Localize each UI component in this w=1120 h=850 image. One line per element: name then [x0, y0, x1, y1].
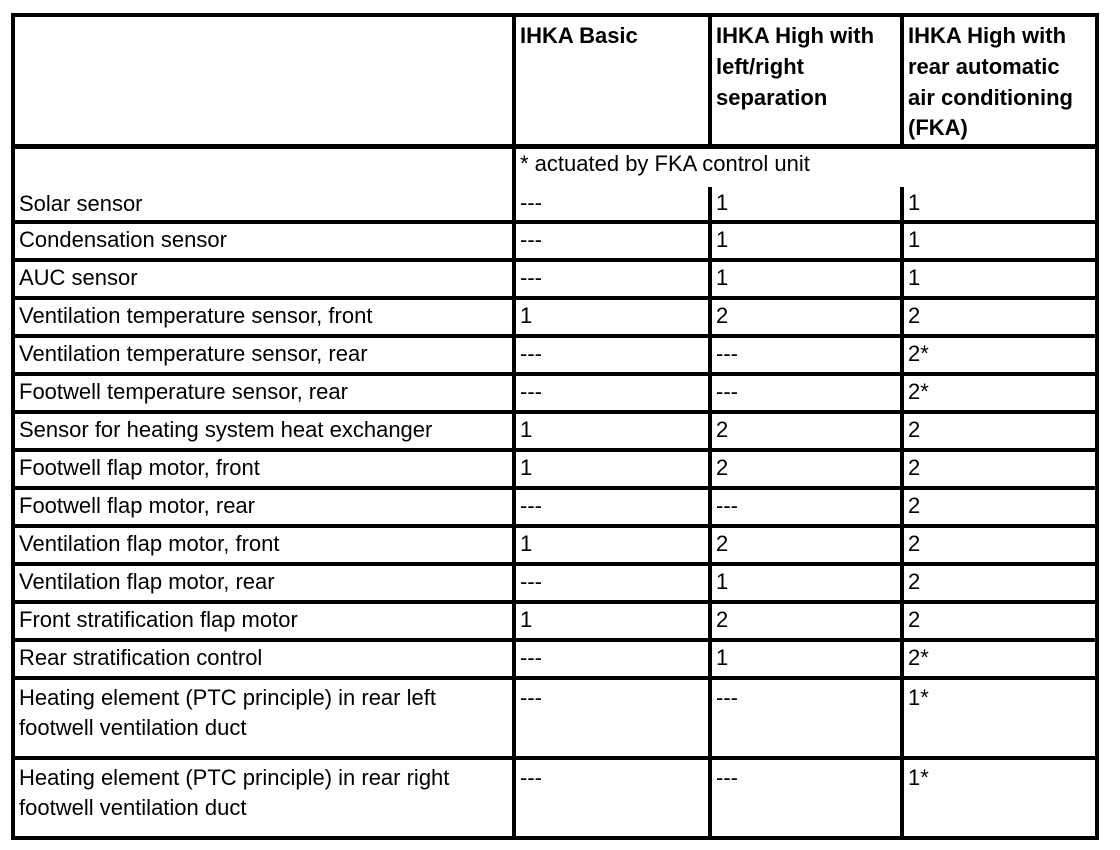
table-row [13, 450, 1097, 488]
cell-value: 2 [710, 412, 902, 450]
cell-value: --- [514, 222, 710, 260]
cell-value: 2 [902, 564, 1097, 602]
row-label: Sensor for heating system heat exchanger [13, 412, 514, 450]
row-label: Footwell flap motor, rear [13, 488, 514, 526]
cell-value: 1 [710, 222, 902, 260]
cell-value: 1 [710, 187, 902, 222]
cell-value: --- [514, 374, 710, 412]
footnote-text: * actuated by FKA control unit [514, 147, 1097, 187]
table-row [13, 640, 1097, 678]
cell-value: 1 [514, 450, 710, 488]
cell-value: 1 [514, 298, 710, 336]
cell-value: --- [710, 336, 902, 374]
column-header-ihka-high-lr: IHKA High with left/right separation [710, 15, 902, 147]
cell-value: --- [710, 678, 902, 758]
table-row [13, 412, 1097, 450]
column-header-ihka-basic: IHKA Basic [514, 15, 710, 147]
cell-value: 1 [902, 260, 1097, 298]
table-row [13, 564, 1097, 602]
cell-value: --- [514, 187, 710, 222]
cell-value: 1* [902, 758, 1097, 838]
cell-value: --- [514, 678, 710, 758]
row-label: Condensation sensor [13, 222, 514, 260]
cell-value: --- [710, 488, 902, 526]
cell-value: 2 [710, 298, 902, 336]
row-label: Rear stratification control [13, 640, 514, 678]
table-row [13, 260, 1097, 298]
cell-value: 2 [902, 488, 1097, 526]
row-label: Ventilation temperature sensor, rear [13, 336, 514, 374]
table-row [13, 222, 1097, 260]
table-row [13, 374, 1097, 412]
cell-value: --- [710, 758, 902, 838]
column-header-ihka-high-fka: IHKA High with rear automatic air conditioning (FKA) [902, 15, 1097, 147]
cell-value: --- [514, 336, 710, 374]
table-row [13, 336, 1097, 374]
row-label: Heating element (PTC principle) in rear left footwell ventilation duct [13, 678, 514, 758]
cell-value: 1 [710, 640, 902, 678]
cell-value: 1 [514, 602, 710, 640]
row-label: AUC sensor [13, 260, 514, 298]
cell-value: --- [514, 564, 710, 602]
cell-value: 2 [710, 450, 902, 488]
table-row [13, 488, 1097, 526]
cell-value: 1 [902, 187, 1097, 222]
cell-value: 2 [902, 412, 1097, 450]
cell-value: 2 [902, 602, 1097, 640]
cell-value: 1 [710, 564, 902, 602]
table-row [13, 602, 1097, 640]
cell-value: --- [514, 640, 710, 678]
row-label: Ventilation flap motor, rear [13, 564, 514, 602]
cell-value: --- [710, 374, 902, 412]
cell-value: 1* [902, 678, 1097, 758]
row-label: Solar sensor [13, 147, 514, 222]
cell-value: 2* [902, 640, 1097, 678]
cell-value: 2 [902, 450, 1097, 488]
cell-value: --- [514, 758, 710, 838]
cell-value: 2* [902, 374, 1097, 412]
row-label: Footwell temperature sensor, rear [13, 374, 514, 412]
row-label: Heating element (PTC principle) in rear right footwell ventilation duct [13, 758, 514, 838]
row-label: Ventilation flap motor, front [13, 526, 514, 564]
cell-value: 2* [902, 336, 1097, 374]
row-label: Footwell flap motor, front [13, 450, 514, 488]
table-header-row [13, 15, 1097, 147]
cell-value: 2 [902, 298, 1097, 336]
cell-value: 1 [710, 260, 902, 298]
table-row [13, 678, 1097, 758]
ihka-variant-comparison-table [11, 13, 1099, 840]
row-label: Front stratification flap motor [13, 602, 514, 640]
table-row [13, 298, 1097, 336]
cell-value: 1 [514, 526, 710, 564]
row-label: Ventilation temperature sensor, front [13, 298, 514, 336]
cell-value: --- [514, 488, 710, 526]
table-row [13, 758, 1097, 838]
cell-value: 1 [902, 222, 1097, 260]
cell-value: 1 [514, 412, 710, 450]
cell-value: --- [514, 260, 710, 298]
cell-value: 2 [710, 526, 902, 564]
cell-value: 2 [710, 602, 902, 640]
column-header-empty [13, 15, 514, 147]
cell-value: 2 [902, 526, 1097, 564]
table-row-solar-sensor-note [13, 147, 1097, 187]
table-row [13, 526, 1097, 564]
